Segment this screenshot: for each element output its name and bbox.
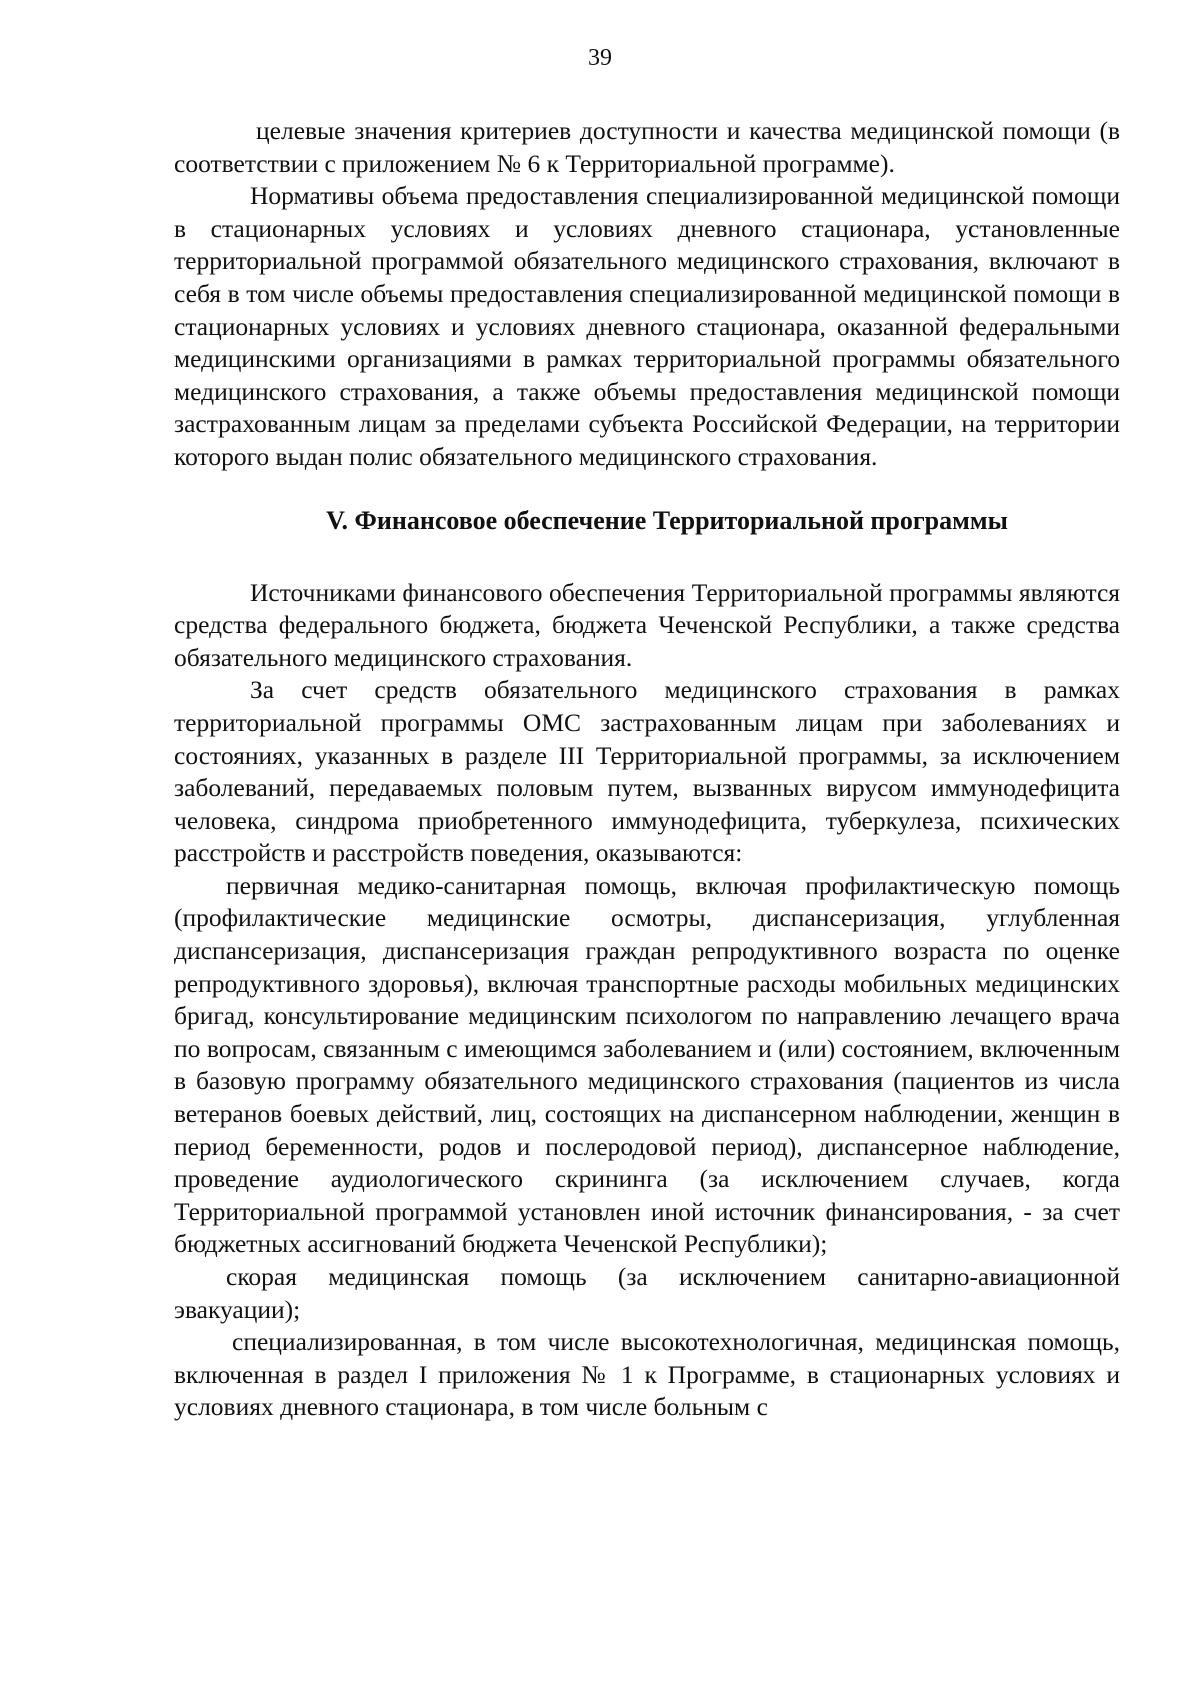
paragraph-funding-sources: Источниками финансового обеспечения Территориальной программы являются средства федерального бюджета, бюджета Чеченской Республики, а также средства обязательного медицинского страхования. xyxy=(174,577,1120,672)
paragraph-oms-funded-care: За счет средств обязательного медицинского страхования в рамках территориальной программы ОМС застрахованным лицам при заболеваниях и состояниях, указанных в разделе III Территориальной программы, за исключением заболеваний, передаваемых половым путем, вызванных вирусом иммунодефицита человека, синдрома приобретенного иммунодефицита, туберкулеза, психических расстройств и расстройств поведения, оказываются: xyxy=(174,675,1120,868)
page-number: 39 xyxy=(588,45,612,71)
paragraph-volume-norms: Нормативы объема предоставления специализированной медицинской помощи в стационарных условиях и условиях дневного стационара, установленные территориальной программой обязательного медицинского страхования, включают в себя в том числе объемы предоставления специализированной медицинской помощи в стационарных условиях и условиях дневного стационара, оказанной федеральными медицинскими организациями в рамках территориальной программы обязательного медицинского страхования, а также объемы предоставления медицинской помощи застрахованным лицам за пределами субъекта Российской Федерации, на территории которого выдан полис обязательного медицинского страхования. xyxy=(174,181,1120,471)
list-item-primary-care: первичная медико-санитарная помощь, включая профилактическую помощь (профилактические медицинские осмотры, диспансеризация, углубленная диспансеризация, диспансеризация граждан репродуктивного возраста по оценке репродуктивного здоровья), включая транспортные расходы мобильных медицинских бригад, консультирование медицинским психологом по направлению лечащего врача по вопросам, связанным с имеющимся заболеванием и (или) состоянием, включенным в базовую программу обязательного медицинского страхования (пациентов из числа ветеранов боевых действий, лиц, состоящих на диспансерном наблюдении, женщин в период беременности, родов и послеродовой период), диспансерное наблюдение, проведение аудиологического скрининга (за исключением случаев, когда Территориальной программой установлен иной источник финансирования, - за счет бюджетных ассигнований бюджета Чеченской Республики); xyxy=(174,870,1120,1259)
section-heading: V. Финансовое обеспечение Территориальной программы xyxy=(326,505,1008,535)
list-item-emergency-care: скорая медицинская помощь (за исключением санитарно-авиационной эвакуации); xyxy=(174,1262,1120,1324)
document-body xyxy=(174,115,1120,1424)
paragraph-target-values: целевые значения критериев доступности и качества медицинской помощи (в соответствии с приложением № 6 к Территориальной программе). xyxy=(174,116,1120,178)
list-item-specialized-care: специализированная, в том числе высокотехнологичная, медицинская помощь, включенная в раздел I приложения № 1 к Программе, в стационарных условиях и условиях дневного стационара, в том числе больным с xyxy=(174,1327,1120,1422)
